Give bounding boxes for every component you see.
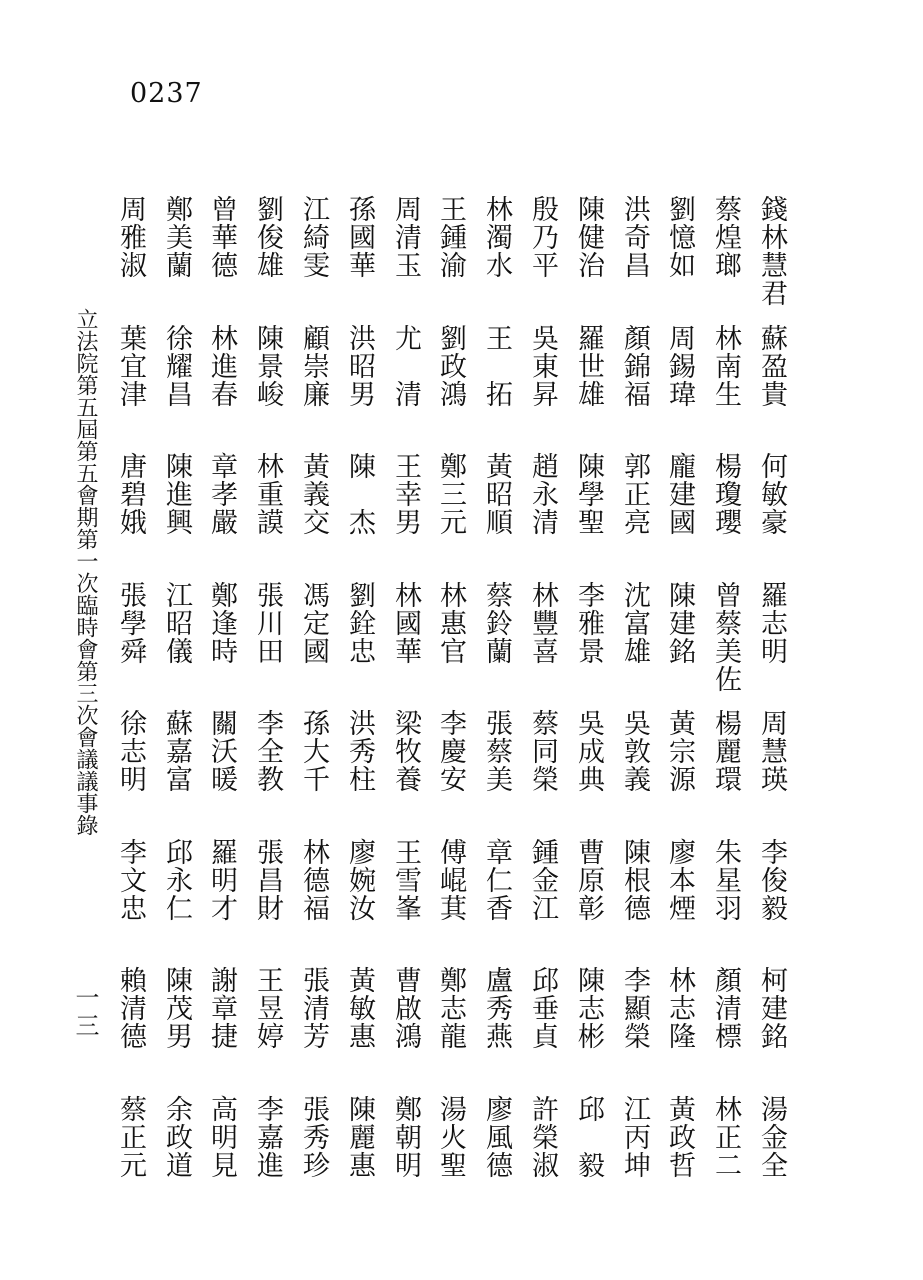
member-name: 陳進興 <box>161 452 192 536</box>
running-head: 立法院第五屆第五會期第一次臨時會第三次會議議事錄 <box>73 308 98 836</box>
member-name: 李嘉進 <box>252 1095 283 1179</box>
member-name: 洪奇昌 <box>619 195 650 279</box>
member-name: 邱永仁 <box>161 838 192 922</box>
member-name: 周清玉 <box>390 195 421 279</box>
member-name: 李全教 <box>252 709 283 793</box>
member-name: 關沃暖 <box>206 709 237 793</box>
member-name: 王 拓 <box>481 324 512 408</box>
member-name: 余政道 <box>161 1095 192 1179</box>
member-name: 孫大千 <box>298 709 329 793</box>
member-name: 柯建銘 <box>756 966 787 1050</box>
member-name: 陳志彬 <box>573 966 604 1050</box>
member-name: 龐建國 <box>664 452 695 536</box>
member-name: 顧崇廉 <box>298 324 329 408</box>
member-name: 吳敦義 <box>619 709 650 793</box>
member-name: 王鍾渝 <box>435 195 466 279</box>
member-name: 錢林慧君 <box>756 195 787 307</box>
member-name: 李雅景 <box>573 581 604 665</box>
page-number: 0237 <box>130 78 203 109</box>
member-name: 曾蔡美佐 <box>710 581 741 693</box>
member-name: 楊麗環 <box>710 709 741 793</box>
member-name: 林國華 <box>390 581 421 665</box>
member-name: 江綺雯 <box>298 195 329 279</box>
member-name: 陳茂男 <box>161 966 192 1050</box>
member-name: 陳麗惠 <box>344 1095 375 1179</box>
member-name: 蔡鈴蘭 <box>481 581 512 665</box>
member-name: 廖風德 <box>481 1095 512 1179</box>
member-name: 周慧瑛 <box>756 709 787 793</box>
member-name: 徐耀昌 <box>161 324 192 408</box>
member-name: 張學舜 <box>115 581 146 665</box>
member-name: 黃昭順 <box>481 452 512 536</box>
member-name: 湯金全 <box>756 1095 787 1179</box>
member-name: 鄭志龍 <box>435 966 466 1050</box>
member-name: 唐碧娥 <box>115 452 146 536</box>
member-name: 何敏豪 <box>756 452 787 536</box>
member-name: 黃義交 <box>298 452 329 536</box>
member-name: 林進春 <box>206 324 237 408</box>
member-name: 林德福 <box>298 838 329 922</box>
member-name: 鄭朝明 <box>390 1095 421 1179</box>
member-name: 劉俊雄 <box>252 195 283 279</box>
member-name: 吳成典 <box>573 709 604 793</box>
member-name: 劉政鴻 <box>435 324 466 408</box>
member-name: 顏錦福 <box>619 324 650 408</box>
member-name: 江昭儀 <box>161 581 192 665</box>
member-name: 沈富雄 <box>619 581 650 665</box>
member-name: 趙永清 <box>527 452 558 536</box>
member-name: 蘇盈貴 <box>756 324 787 408</box>
member-name: 陳建銘 <box>664 581 695 665</box>
member-name: 陳健治 <box>573 195 604 279</box>
member-name: 林志隆 <box>664 966 695 1050</box>
member-name: 曾華德 <box>206 195 237 279</box>
member-name: 張清芳 <box>298 966 329 1050</box>
member-name: 高明見 <box>206 1095 237 1179</box>
member-name: 王雪峯 <box>390 838 421 922</box>
member-name: 傅崐萁 <box>435 838 466 922</box>
member-name: 徐志明 <box>115 709 146 793</box>
member-name: 陳學聖 <box>573 452 604 536</box>
member-name: 章孝嚴 <box>206 452 237 536</box>
member-name: 劉憶如 <box>664 195 695 279</box>
member-name: 林重謨 <box>252 452 283 536</box>
member-name: 林正二 <box>710 1095 741 1179</box>
member-name: 孫國華 <box>344 195 375 279</box>
member-name: 廖婉汝 <box>344 838 375 922</box>
member-name: 黃敏惠 <box>344 966 375 1050</box>
member-name: 梁牧養 <box>390 709 421 793</box>
member-name: 吳東昇 <box>527 324 558 408</box>
member-name: 葉宜津 <box>115 324 146 408</box>
member-name: 謝章捷 <box>206 966 237 1050</box>
member-name: 陳景峻 <box>252 324 283 408</box>
member-name: 鄭三元 <box>435 452 466 536</box>
member-name: 曹原彰 <box>573 838 604 922</box>
member-name: 賴清德 <box>115 966 146 1050</box>
member-name: 許榮淑 <box>527 1095 558 1179</box>
member-name: 邱垂貞 <box>527 966 558 1050</box>
member-name: 羅世雄 <box>573 324 604 408</box>
member-name: 李文忠 <box>115 838 146 922</box>
member-name: 張秀珍 <box>298 1095 329 1179</box>
member-name: 劉銓忠 <box>344 581 375 665</box>
member-name: 黃宗源 <box>664 709 695 793</box>
member-name: 尤 清 <box>390 324 421 408</box>
member-name: 邱 毅 <box>573 1095 604 1179</box>
member-name: 鍾金江 <box>527 838 558 922</box>
member-name: 顏清標 <box>710 966 741 1050</box>
member-name: 黃政哲 <box>664 1095 695 1179</box>
member-name: 盧秀燕 <box>481 966 512 1050</box>
member-name: 廖本煙 <box>664 838 695 922</box>
member-name: 陳 杰 <box>344 452 375 536</box>
member-name: 湯火聖 <box>435 1095 466 1179</box>
member-name: 洪昭男 <box>344 324 375 408</box>
member-name: 王昱婷 <box>252 966 283 1050</box>
member-name: 殷乃平 <box>527 195 558 279</box>
member-name: 張川田 <box>252 581 283 665</box>
member-name: 郭正亮 <box>619 452 650 536</box>
member-name: 洪秀柱 <box>344 709 375 793</box>
member-name: 林惠官 <box>435 581 466 665</box>
member-name: 陳根德 <box>619 838 650 922</box>
member-name: 張昌財 <box>252 838 283 922</box>
member-name: 林豐喜 <box>527 581 558 665</box>
member-name: 鄭逢時 <box>206 581 237 665</box>
member-name: 蔡煌瑯 <box>710 195 741 279</box>
member-name: 蘇嘉富 <box>161 709 192 793</box>
member-name: 李俊毅 <box>756 838 787 922</box>
member-name: 王幸男 <box>390 452 421 536</box>
member-name: 周雅淑 <box>115 195 146 279</box>
member-name: 羅明才 <box>206 838 237 922</box>
member-name: 蔡同榮 <box>527 709 558 793</box>
member-name: 章仁香 <box>481 838 512 922</box>
member-name: 江丙坤 <box>619 1095 650 1179</box>
folio: 一三 <box>71 985 99 1041</box>
member-name: 曹啟鴻 <box>390 966 421 1050</box>
member-name: 林南生 <box>710 324 741 408</box>
member-name: 馮定國 <box>298 581 329 665</box>
member-name: 林濁水 <box>481 195 512 279</box>
member-name: 鄭美蘭 <box>161 195 192 279</box>
member-name: 朱星羽 <box>710 838 741 922</box>
member-name: 楊瓊瓔 <box>710 452 741 536</box>
member-name: 張蔡美 <box>481 709 512 793</box>
member-name: 李慶安 <box>435 709 466 793</box>
member-name: 周錫瑋 <box>664 324 695 408</box>
member-name: 羅志明 <box>756 581 787 665</box>
member-name: 蔡正元 <box>115 1095 146 1179</box>
member-name: 李顯榮 <box>619 966 650 1050</box>
